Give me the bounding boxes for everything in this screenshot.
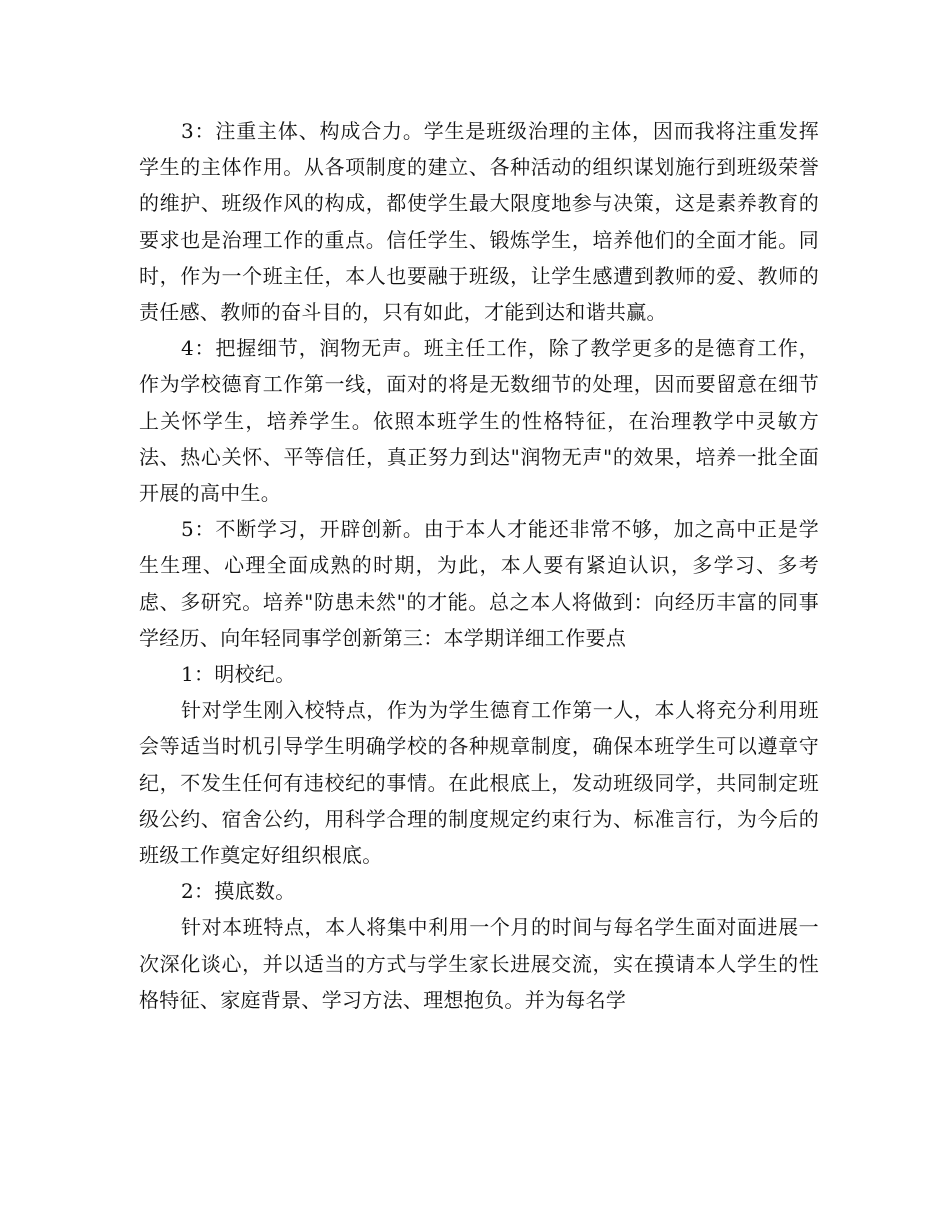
paragraph-grasp-details: 4：把握细节，润物无声。班主任工作，除了教学更多的是德育工作，作为学校德育工作第一线，面对的将是无数细节的处理，因而要留意在细节上关怀学生，培养学生。依照本班学生的性格特征，在治理教学中灵敏方法、热心关怀、平等信任，真正努力到达"润物无声"的效果，培养一批全面开展的高中生。 — [139, 336, 819, 506]
document-body — [139, 113, 819, 1018]
paragraph-focus-subject: 3：注重主体、构成合力。学生是班级治理的主体，因而我将注重发挥学生的主体作用。从各项制度的建立、各种活动的组织谋划施行到班级荣誉的维护、班级作风的构成，都使学生最大限度地参与决策，这是素养教育的要求也是治理工作的重点。信任学生、锻炼学生，培养他们的全面才能。同时，作为一个班主任，本人也要融于班级，让学生感遭到教师的爱、教师的责任感、教师的奋斗目的，只有如此，才能到达和谐共赢。 — [139, 119, 819, 325]
paragraph-keep-learning: 5：不断学习，开辟创新。由于本人才能还非常不够，加之高中正是学生生理、心理全面成熟的时期，为此，本人要有紧迫认识，多学习、多考虑、多研究。培养"防患未然"的才能。总之本人将做到：向经历丰富的同事学经历、向年轻同事学创新第三：本学期详细工作要点 — [139, 517, 819, 650]
paragraph-heading-school-rules: 1：明校纪。 — [181, 662, 296, 687]
paragraph-heading-survey: 2：摸底数。 — [181, 879, 296, 904]
paragraph-school-rules: 针对学生刚入校特点，作为为学生德育工作第一人，本人将充分利用班会等适当时机引导学生明确学校的各种规章制度，确保本班学生可以遵章守纪，不发生任何有违校纪的事情。在此根底上，发动班级同学，共同制定班级公约、宿舍公约，用科学合理的制度规定约束行为、标准言行，为今后的班级工作奠定好组织根底。 — [139, 698, 819, 868]
paragraph-survey: 针对本班特点，本人将集中利用一个月的时间与每名学生面对面进展一次深化谈心，并以适当的方式与学生家长进展交流，实在摸请本人学生的性格特征、家庭背景、学习方法、理想抱负。并为每名学 — [139, 915, 819, 1012]
